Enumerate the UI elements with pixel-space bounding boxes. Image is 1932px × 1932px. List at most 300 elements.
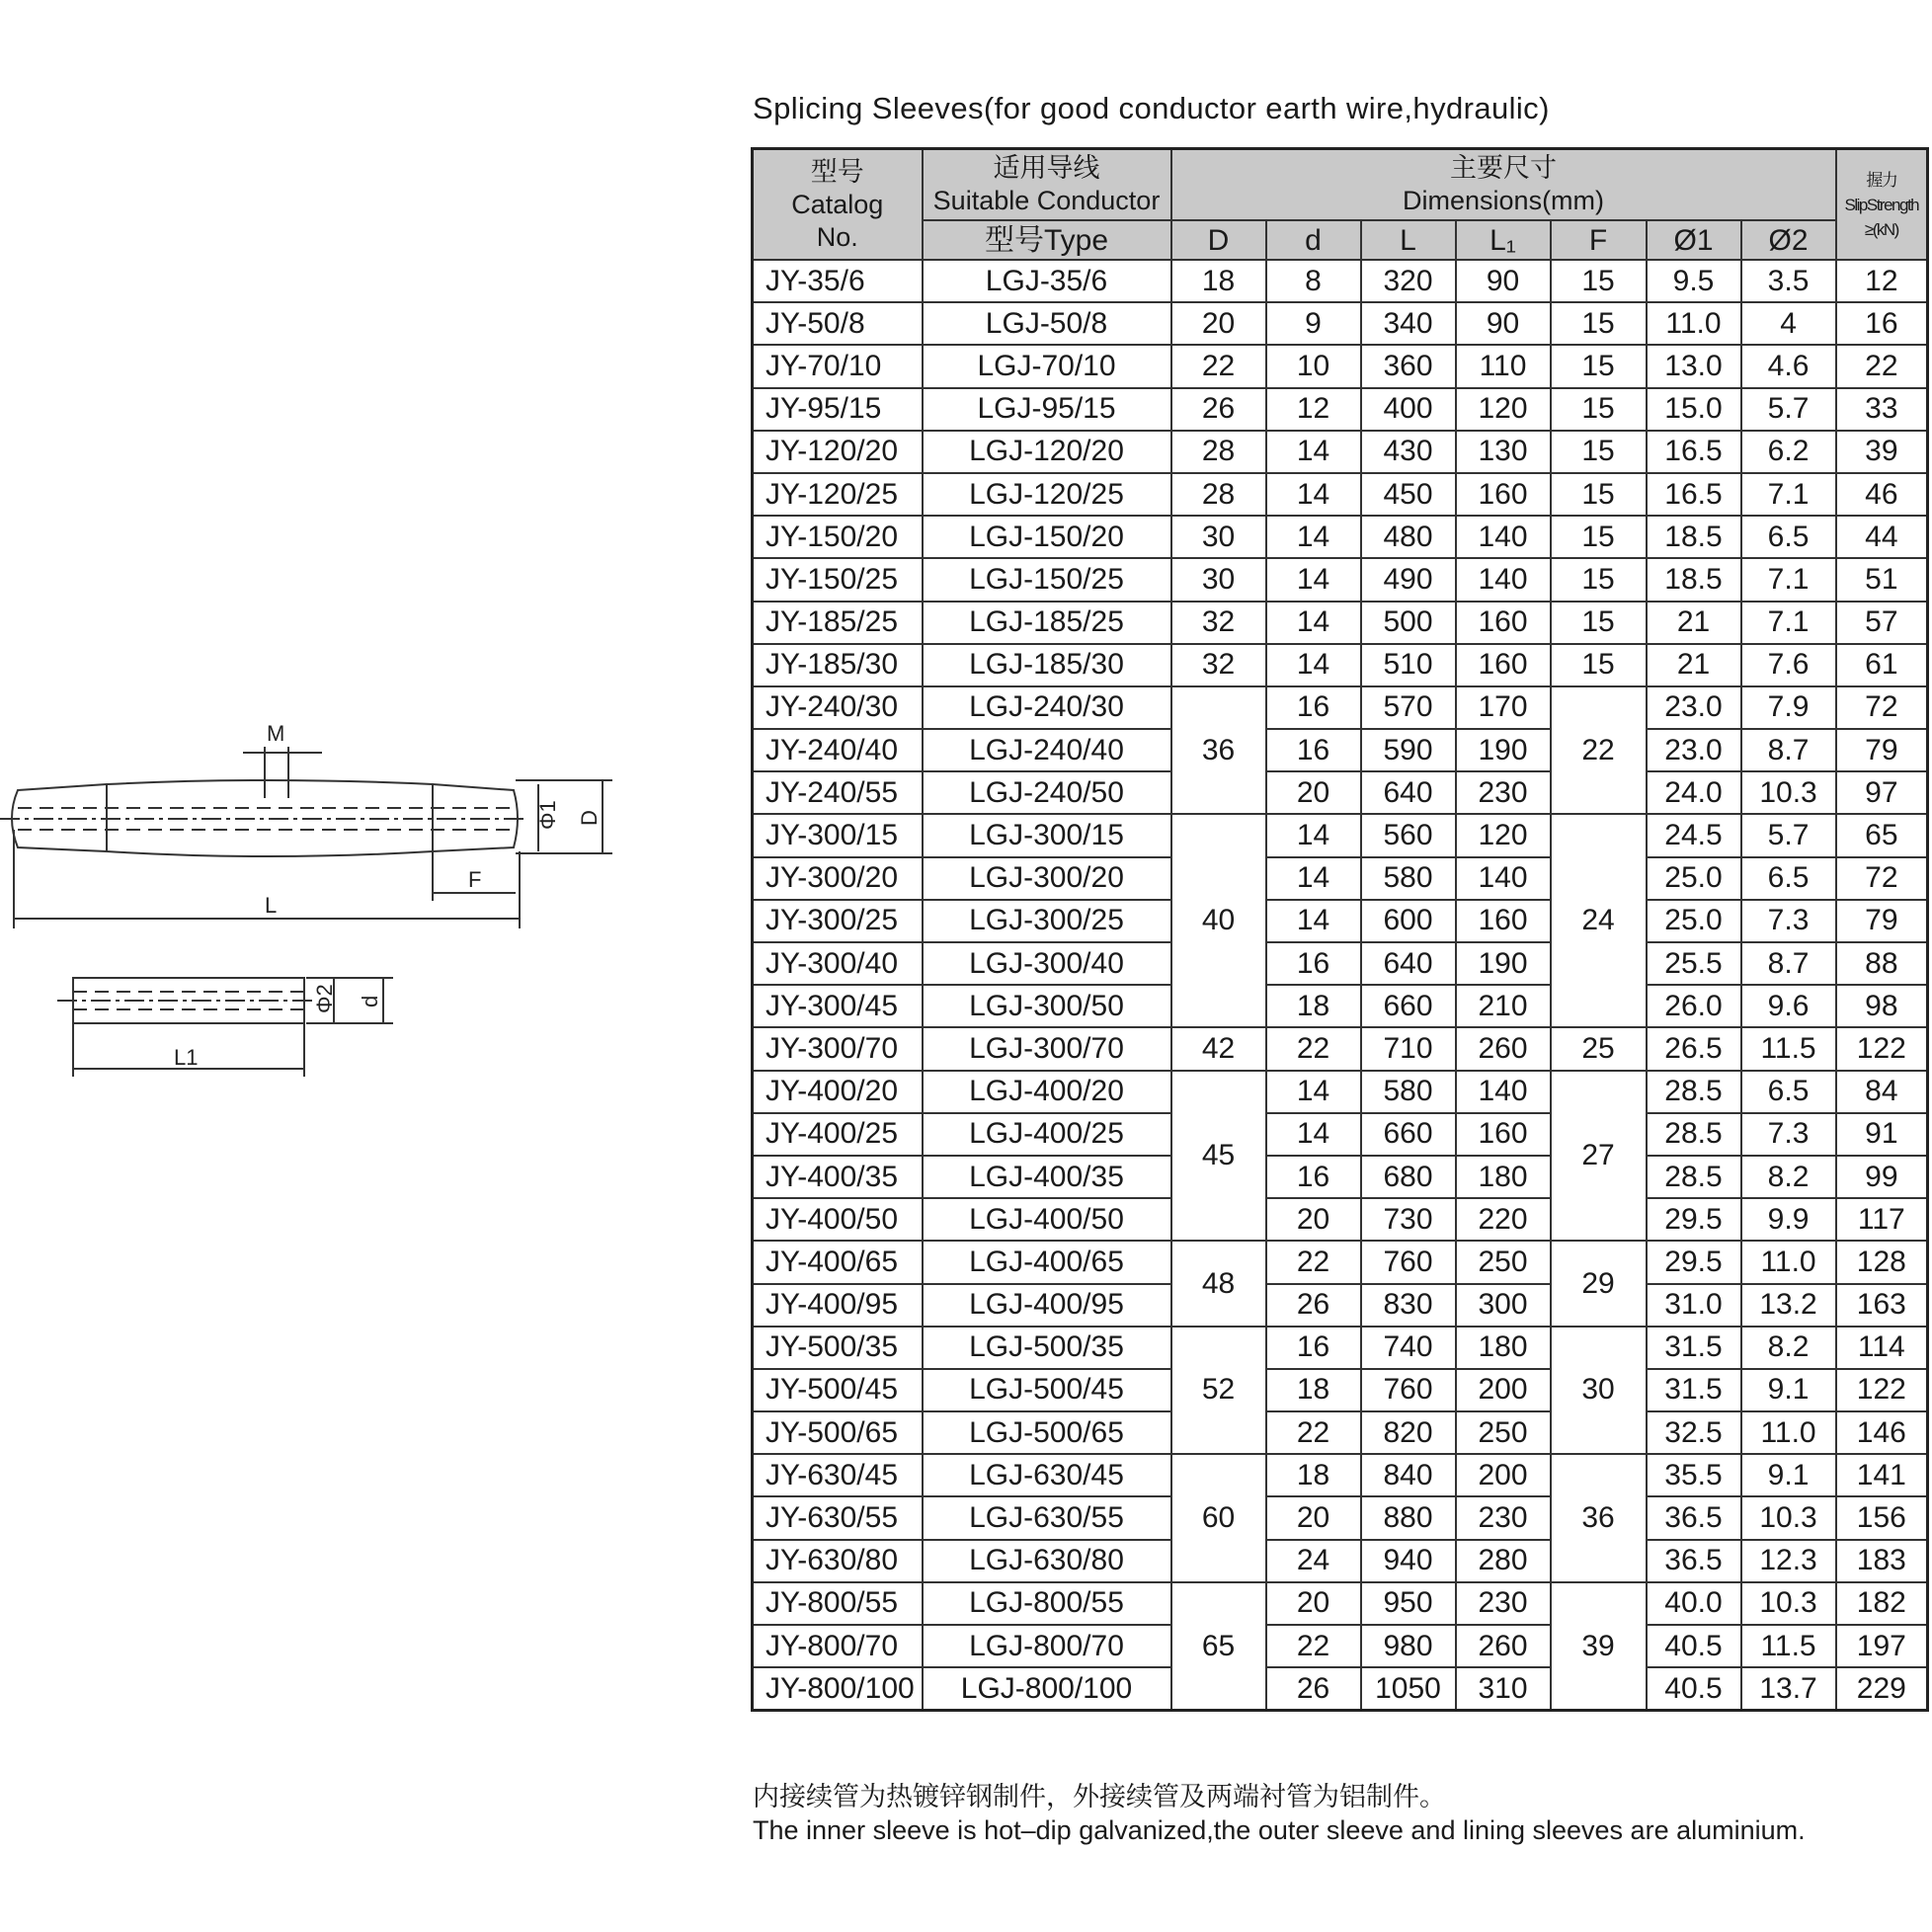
table-cell: 29 bbox=[1551, 1241, 1647, 1326]
conductor-header-zh: 适用导线 bbox=[993, 153, 1100, 183]
table-cell: 46 bbox=[1836, 473, 1928, 516]
table-cell: 122 bbox=[1836, 1369, 1928, 1411]
table-cell: 5.7 bbox=[1741, 388, 1836, 431]
table-cell: 480 bbox=[1361, 516, 1456, 558]
table-cell: 490 bbox=[1361, 558, 1456, 601]
table-cell: LGJ-800/70 bbox=[923, 1625, 1171, 1667]
table-row bbox=[753, 1113, 1928, 1156]
table-cell: 15.0 bbox=[1647, 388, 1741, 431]
table-cell: 450 bbox=[1361, 473, 1456, 516]
table-cell: 20 bbox=[1266, 771, 1361, 814]
table-row bbox=[753, 985, 1928, 1027]
table-cell: 340 bbox=[1361, 302, 1456, 345]
table-cell: 12 bbox=[1266, 388, 1361, 431]
table-cell: 14 bbox=[1266, 558, 1361, 601]
table-cell: 160 bbox=[1456, 602, 1551, 644]
table-cell: LGJ-400/25 bbox=[923, 1113, 1171, 1156]
table-cell: 12.3 bbox=[1741, 1540, 1836, 1582]
table-cell: 15 bbox=[1551, 260, 1647, 302]
table-cell: 88 bbox=[1836, 942, 1928, 985]
table-cell: 31.5 bbox=[1647, 1369, 1741, 1411]
outer-sleeve-drawing bbox=[0, 747, 612, 928]
table-cell: 51 bbox=[1836, 558, 1928, 601]
table-row bbox=[753, 1198, 1928, 1241]
table-cell: JY-95/15 bbox=[753, 388, 923, 431]
table-cell: 156 bbox=[1836, 1496, 1928, 1539]
table-cell: 18.5 bbox=[1647, 558, 1741, 601]
table-cell: LGJ-400/95 bbox=[923, 1284, 1171, 1327]
table-cell: 10.3 bbox=[1741, 1582, 1836, 1625]
table-cell: LGJ-300/25 bbox=[923, 900, 1171, 942]
table-cell: JY-150/20 bbox=[753, 516, 923, 558]
table-row bbox=[753, 686, 1928, 729]
table-row bbox=[753, 1582, 1928, 1625]
table-row bbox=[753, 1027, 1928, 1070]
table-row bbox=[753, 814, 1928, 856]
table-row bbox=[753, 1156, 1928, 1198]
label-d-small: d bbox=[358, 995, 382, 1007]
table-title: Splicing Sleeves(for good conductor earth wire,hydraulic) bbox=[753, 91, 1550, 125]
table-cell: 160 bbox=[1456, 473, 1551, 516]
table-cell: 7.1 bbox=[1741, 602, 1836, 644]
table-cell: 740 bbox=[1361, 1327, 1456, 1369]
table-cell: 230 bbox=[1456, 771, 1551, 814]
table-cell: 26.5 bbox=[1647, 1027, 1741, 1070]
table-cell: 170 bbox=[1456, 686, 1551, 729]
table-cell: LGJ-150/20 bbox=[923, 516, 1171, 558]
table-cell: 9.6 bbox=[1741, 985, 1836, 1027]
table-cell: 18 bbox=[1171, 260, 1266, 302]
table-cell: LGJ-120/25 bbox=[923, 473, 1171, 516]
table-row bbox=[753, 260, 1928, 302]
table-cell: 29.5 bbox=[1647, 1198, 1741, 1241]
table-cell: JY-400/50 bbox=[753, 1198, 923, 1241]
table-row bbox=[753, 602, 1928, 644]
table-cell: 36.5 bbox=[1647, 1496, 1741, 1539]
table-cell: 18 bbox=[1266, 1454, 1361, 1496]
table-cell: JY-300/40 bbox=[753, 942, 923, 985]
table-row bbox=[753, 729, 1928, 771]
table-cell: 7.3 bbox=[1741, 1113, 1836, 1156]
table-cell: 11.5 bbox=[1741, 1625, 1836, 1667]
table-cell: LGJ-150/25 bbox=[923, 558, 1171, 601]
label-m: M bbox=[267, 721, 285, 746]
table-cell: LGJ-300/40 bbox=[923, 942, 1171, 985]
spec-table bbox=[751, 147, 1929, 1712]
table-cell: 26.0 bbox=[1647, 985, 1741, 1027]
table-cell: JY-300/20 bbox=[753, 857, 923, 900]
table-cell: 260 bbox=[1456, 1027, 1551, 1070]
table-cell: LGJ-50/8 bbox=[923, 302, 1171, 345]
table-cell: LGJ-300/70 bbox=[923, 1027, 1171, 1070]
table-cell: 40.5 bbox=[1647, 1667, 1741, 1711]
slip-header-en: SlipStrength bbox=[1844, 195, 1919, 214]
table-cell: 90 bbox=[1456, 260, 1551, 302]
table-cell: 16.5 bbox=[1647, 473, 1741, 516]
table-cell: 6.5 bbox=[1741, 1071, 1836, 1113]
slip-header-unit: ≥(kN) bbox=[1864, 219, 1898, 239]
table-cell: 15 bbox=[1551, 302, 1647, 345]
table-cell: LGJ-70/10 bbox=[923, 345, 1171, 387]
table-row bbox=[753, 558, 1928, 601]
conductor-header bbox=[923, 149, 1171, 221]
dim-header-D: D bbox=[1171, 220, 1266, 260]
table-row bbox=[753, 302, 1928, 345]
table-cell: 20 bbox=[1171, 302, 1266, 345]
table-cell: 15 bbox=[1551, 516, 1647, 558]
table-cell: JY-500/35 bbox=[753, 1327, 923, 1369]
table-cell: 280 bbox=[1456, 1540, 1551, 1582]
table-cell: 52 bbox=[1171, 1327, 1266, 1455]
table-cell: 6.5 bbox=[1741, 516, 1836, 558]
table-cell: 91 bbox=[1836, 1113, 1928, 1156]
table-cell: 15 bbox=[1551, 388, 1647, 431]
table-cell: 230 bbox=[1456, 1582, 1551, 1625]
table-row bbox=[753, 1241, 1928, 1283]
table-cell: LGJ-400/65 bbox=[923, 1241, 1171, 1283]
table-cell: 6.2 bbox=[1741, 431, 1836, 473]
table-cell: 15 bbox=[1551, 431, 1647, 473]
table-cell: 220 bbox=[1456, 1198, 1551, 1241]
table-cell: 197 bbox=[1836, 1625, 1928, 1667]
table-cell: 730 bbox=[1361, 1198, 1456, 1241]
table-row bbox=[753, 1667, 1928, 1711]
table-row bbox=[753, 857, 1928, 900]
table-cell: 360 bbox=[1361, 345, 1456, 387]
table-cell: 61 bbox=[1836, 644, 1928, 686]
table-cell: 950 bbox=[1361, 1582, 1456, 1625]
table-cell: 79 bbox=[1836, 729, 1928, 771]
table-cell: 23.0 bbox=[1647, 686, 1741, 729]
table-cell: 28 bbox=[1171, 473, 1266, 516]
table-cell: JY-800/70 bbox=[753, 1625, 923, 1667]
table-cell: JY-185/30 bbox=[753, 644, 923, 686]
table-cell: 141 bbox=[1836, 1454, 1928, 1496]
table-cell: JY-120/20 bbox=[753, 431, 923, 473]
table-cell: JY-400/25 bbox=[753, 1113, 923, 1156]
table-cell: 640 bbox=[1361, 942, 1456, 985]
table-cell: 31.0 bbox=[1647, 1284, 1741, 1327]
table-row bbox=[753, 942, 1928, 985]
table-cell: 510 bbox=[1361, 644, 1456, 686]
table-row bbox=[753, 1454, 1928, 1496]
table-cell: 15 bbox=[1551, 602, 1647, 644]
note-en: The inner sleeve is hot–dip galvanized,the outer sleeve and lining sleeves are aluminium. bbox=[753, 1815, 1806, 1845]
table-cell: 40.0 bbox=[1647, 1582, 1741, 1625]
table-cell: 660 bbox=[1361, 1113, 1456, 1156]
table-cell: JY-800/100 bbox=[753, 1667, 923, 1711]
table-cell: 22 bbox=[1266, 1241, 1361, 1283]
table-cell: 40 bbox=[1171, 814, 1266, 1027]
table-cell: 15 bbox=[1551, 473, 1647, 516]
table-cell: 16.5 bbox=[1647, 431, 1741, 473]
table-cell: 16 bbox=[1266, 686, 1361, 729]
table-cell: 27 bbox=[1551, 1071, 1647, 1242]
table-cell: 15 bbox=[1551, 345, 1647, 387]
table-cell: LGJ-240/40 bbox=[923, 729, 1171, 771]
table-cell: 22 bbox=[1266, 1625, 1361, 1667]
table-cell: 24 bbox=[1551, 814, 1647, 1027]
table-cell: 500 bbox=[1361, 602, 1456, 644]
table-cell: 5.7 bbox=[1741, 814, 1836, 856]
table-cell: 45 bbox=[1171, 1071, 1266, 1242]
table-cell: 9.5 bbox=[1647, 260, 1741, 302]
sleeve-drawing bbox=[0, 691, 632, 1106]
table-cell: 31.5 bbox=[1647, 1327, 1741, 1369]
table-cell: 7.6 bbox=[1741, 644, 1836, 686]
table-cell: JY-300/45 bbox=[753, 985, 923, 1027]
table-cell: 310 bbox=[1456, 1667, 1551, 1711]
table-cell: 72 bbox=[1836, 857, 1928, 900]
table-cell: LGJ-630/45 bbox=[923, 1454, 1171, 1496]
table-cell: 30 bbox=[1171, 516, 1266, 558]
table-cell: 830 bbox=[1361, 1284, 1456, 1327]
label-d-big: D bbox=[577, 810, 602, 826]
table-cell: JY-400/65 bbox=[753, 1241, 923, 1283]
table-cell: 230 bbox=[1456, 1496, 1551, 1539]
table-cell: 10.3 bbox=[1741, 1496, 1836, 1539]
table-row bbox=[753, 345, 1928, 387]
table-cell: 4 bbox=[1741, 302, 1836, 345]
table-cell: LGJ-35/6 bbox=[923, 260, 1171, 302]
table-row bbox=[753, 473, 1928, 516]
table-cell: 11.0 bbox=[1741, 1411, 1836, 1454]
table-cell: 580 bbox=[1361, 857, 1456, 900]
table-row bbox=[753, 1625, 1928, 1667]
table-cell: 250 bbox=[1456, 1411, 1551, 1454]
table-cell: 36 bbox=[1551, 1454, 1647, 1582]
label-l1: L1 bbox=[174, 1045, 199, 1070]
dimensions-header-en: Dimensions(mm) bbox=[1403, 186, 1605, 215]
table-cell: LGJ-120/20 bbox=[923, 431, 1171, 473]
table-cell: 120 bbox=[1456, 814, 1551, 856]
table-cell: 590 bbox=[1361, 729, 1456, 771]
table-cell: 9.1 bbox=[1741, 1369, 1836, 1411]
table-cell: JY-630/55 bbox=[753, 1496, 923, 1539]
catalog-header-en: Catalog bbox=[791, 189, 884, 219]
table-cell: 26 bbox=[1266, 1284, 1361, 1327]
table-cell: 36 bbox=[1171, 686, 1266, 815]
note-zh: 内接续管为热镀锌钢制件，外接续管及两端衬管为铝制件。 bbox=[753, 1782, 1446, 1811]
table-cell: LGJ-240/30 bbox=[923, 686, 1171, 729]
table-cell: LGJ-500/35 bbox=[923, 1327, 1171, 1369]
table-cell: 16 bbox=[1266, 942, 1361, 985]
table-cell: 39 bbox=[1836, 431, 1928, 473]
table-cell: 130 bbox=[1456, 431, 1551, 473]
table-cell: 7.1 bbox=[1741, 473, 1836, 516]
table-cell: 90 bbox=[1456, 302, 1551, 345]
notes bbox=[753, 1780, 1806, 1847]
table-cell: 24.0 bbox=[1647, 771, 1741, 814]
table-cell: JY-300/25 bbox=[753, 900, 923, 942]
table-cell: 210 bbox=[1456, 985, 1551, 1027]
table-cell: 23.0 bbox=[1647, 729, 1741, 771]
table-cell: 25.0 bbox=[1647, 857, 1741, 900]
table-cell: LGJ-185/25 bbox=[923, 602, 1171, 644]
table-cell: 128 bbox=[1836, 1241, 1928, 1283]
slip-strength-header bbox=[1836, 149, 1928, 261]
table-cell: 114 bbox=[1836, 1327, 1928, 1369]
table-cell: 300 bbox=[1456, 1284, 1551, 1327]
table-cell: JY-70/10 bbox=[753, 345, 923, 387]
table-cell: 24.5 bbox=[1647, 814, 1741, 856]
table-cell: 229 bbox=[1836, 1667, 1928, 1711]
table-cell: JY-240/30 bbox=[753, 686, 923, 729]
table-cell: 14 bbox=[1266, 431, 1361, 473]
table-cell: 20 bbox=[1266, 1582, 1361, 1625]
table-cell: JY-185/25 bbox=[753, 602, 923, 644]
table-cell: JY-150/25 bbox=[753, 558, 923, 601]
table-cell: 32 bbox=[1171, 602, 1266, 644]
catalog-header-zh: 型号 bbox=[810, 156, 864, 187]
table-cell: 710 bbox=[1361, 1027, 1456, 1070]
table-cell: 570 bbox=[1361, 686, 1456, 729]
table-cell: 9 bbox=[1266, 302, 1361, 345]
table-cell: LGJ-240/50 bbox=[923, 771, 1171, 814]
table-cell: 14 bbox=[1266, 602, 1361, 644]
table-cell: JY-500/45 bbox=[753, 1369, 923, 1411]
table-cell: 8 bbox=[1266, 260, 1361, 302]
table-cell: 16 bbox=[1836, 302, 1928, 345]
table-cell: JY-50/8 bbox=[753, 302, 923, 345]
table-cell: LGJ-95/15 bbox=[923, 388, 1171, 431]
table-cell: JY-400/35 bbox=[753, 1156, 923, 1198]
table-cell: 160 bbox=[1456, 1113, 1551, 1156]
table-cell: 14 bbox=[1266, 1071, 1361, 1113]
table-cell: 11.5 bbox=[1741, 1027, 1836, 1070]
table-cell: 24 bbox=[1266, 1540, 1361, 1582]
table-cell: 28.5 bbox=[1647, 1113, 1741, 1156]
table-cell: 25 bbox=[1551, 1027, 1647, 1070]
table-cell: 190 bbox=[1456, 942, 1551, 985]
label-l: L bbox=[265, 893, 278, 918]
table-cell: 15 bbox=[1551, 644, 1647, 686]
table-cell: 18 bbox=[1266, 1369, 1361, 1411]
table-cell: 940 bbox=[1361, 1540, 1456, 1582]
table-cell: 18 bbox=[1266, 985, 1361, 1027]
table-cell: 65 bbox=[1171, 1582, 1266, 1711]
table-cell: 250 bbox=[1456, 1241, 1551, 1283]
table-cell: 320 bbox=[1361, 260, 1456, 302]
table-cell: 28 bbox=[1171, 431, 1266, 473]
table-row bbox=[753, 1327, 1928, 1369]
table-cell: 22 bbox=[1551, 686, 1647, 815]
table-cell: 140 bbox=[1456, 558, 1551, 601]
table-cell: 200 bbox=[1456, 1369, 1551, 1411]
table-cell: 980 bbox=[1361, 1625, 1456, 1667]
table-cell: 36.5 bbox=[1647, 1540, 1741, 1582]
conductor-type-header: 型号Type bbox=[923, 220, 1171, 260]
table-cell: 65 bbox=[1836, 814, 1928, 856]
table-cell: 260 bbox=[1456, 1625, 1551, 1667]
table-cell: 1050 bbox=[1361, 1667, 1456, 1711]
table-cell: 57 bbox=[1836, 602, 1928, 644]
table-cell: 163 bbox=[1836, 1284, 1928, 1327]
table-cell: 35.5 bbox=[1647, 1454, 1741, 1496]
table-cell: 14 bbox=[1266, 644, 1361, 686]
table-cell: 99 bbox=[1836, 1156, 1928, 1198]
table-cell: 20 bbox=[1266, 1198, 1361, 1241]
table-cell: 8.2 bbox=[1741, 1156, 1836, 1198]
table-cell: JY-630/45 bbox=[753, 1454, 923, 1496]
table-row bbox=[753, 388, 1928, 431]
table-cell: JY-500/65 bbox=[753, 1411, 923, 1454]
table-cell: 660 bbox=[1361, 985, 1456, 1027]
table-cell: 430 bbox=[1361, 431, 1456, 473]
table-cell: 98 bbox=[1836, 985, 1928, 1027]
table-cell: LGJ-400/20 bbox=[923, 1071, 1171, 1113]
table-cell: 9.9 bbox=[1741, 1198, 1836, 1241]
dim-header-L: L bbox=[1361, 220, 1456, 260]
table-row bbox=[753, 644, 1928, 686]
table-cell: 14 bbox=[1266, 857, 1361, 900]
table-cell: 12 bbox=[1836, 260, 1928, 302]
table-cell: LGJ-800/100 bbox=[923, 1667, 1171, 1711]
table-cell: LGJ-300/50 bbox=[923, 985, 1171, 1027]
dim-header-F: F bbox=[1551, 220, 1647, 260]
table-cell: 180 bbox=[1456, 1156, 1551, 1198]
table-cell: 13.7 bbox=[1741, 1667, 1836, 1711]
table-cell: 182 bbox=[1836, 1582, 1928, 1625]
table-cell: 200 bbox=[1456, 1454, 1551, 1496]
table-cell: JY-240/40 bbox=[753, 729, 923, 771]
table-cell: 21 bbox=[1647, 644, 1741, 686]
table-cell: 183 bbox=[1836, 1540, 1928, 1582]
table-cell: 15 bbox=[1551, 558, 1647, 601]
table-cell: 13.0 bbox=[1647, 345, 1741, 387]
table-cell: 22 bbox=[1836, 345, 1928, 387]
table-cell: JY-35/6 bbox=[753, 260, 923, 302]
table-cell: LGJ-630/80 bbox=[923, 1540, 1171, 1582]
table-cell: 8.2 bbox=[1741, 1327, 1836, 1369]
table-cell: 48 bbox=[1171, 1241, 1266, 1326]
table-row bbox=[753, 900, 1928, 942]
table-cell: 760 bbox=[1361, 1241, 1456, 1283]
table-cell: 28.5 bbox=[1647, 1156, 1741, 1198]
table-cell: 40.5 bbox=[1647, 1625, 1741, 1667]
table-cell: 28.5 bbox=[1647, 1071, 1741, 1113]
table-cell: 33 bbox=[1836, 388, 1928, 431]
table-cell: 18.5 bbox=[1647, 516, 1741, 558]
table-cell: 16 bbox=[1266, 1156, 1361, 1198]
table-cell: 25.5 bbox=[1647, 942, 1741, 985]
table-cell: LGJ-400/35 bbox=[923, 1156, 1171, 1198]
dimensions-header-zh: 主要尺寸 bbox=[1450, 153, 1558, 183]
table-cell: JY-300/15 bbox=[753, 814, 923, 856]
dimensions-header bbox=[1171, 149, 1836, 221]
table-cell: 140 bbox=[1456, 857, 1551, 900]
table-cell: 640 bbox=[1361, 771, 1456, 814]
catalog-header-no: No. bbox=[816, 221, 858, 252]
table-cell: LGJ-185/30 bbox=[923, 644, 1171, 686]
table-cell: 840 bbox=[1361, 1454, 1456, 1496]
table-cell: 117 bbox=[1836, 1198, 1928, 1241]
table-cell: 30 bbox=[1551, 1327, 1647, 1455]
table-cell: 22 bbox=[1266, 1027, 1361, 1070]
table-cell: 14 bbox=[1266, 1113, 1361, 1156]
table-cell: 120 bbox=[1456, 388, 1551, 431]
table-cell: 3.5 bbox=[1741, 260, 1836, 302]
table-cell: 79 bbox=[1836, 900, 1928, 942]
label-phi2: Φ2 bbox=[312, 984, 337, 1013]
table-cell: 140 bbox=[1456, 516, 1551, 558]
table-row bbox=[753, 516, 1928, 558]
table-cell: 39 bbox=[1551, 1582, 1647, 1711]
table-cell: 84 bbox=[1836, 1071, 1928, 1113]
table-cell: 60 bbox=[1171, 1454, 1266, 1582]
table-cell: 7.1 bbox=[1741, 558, 1836, 601]
dim-header-L1: L₁ bbox=[1456, 220, 1551, 260]
